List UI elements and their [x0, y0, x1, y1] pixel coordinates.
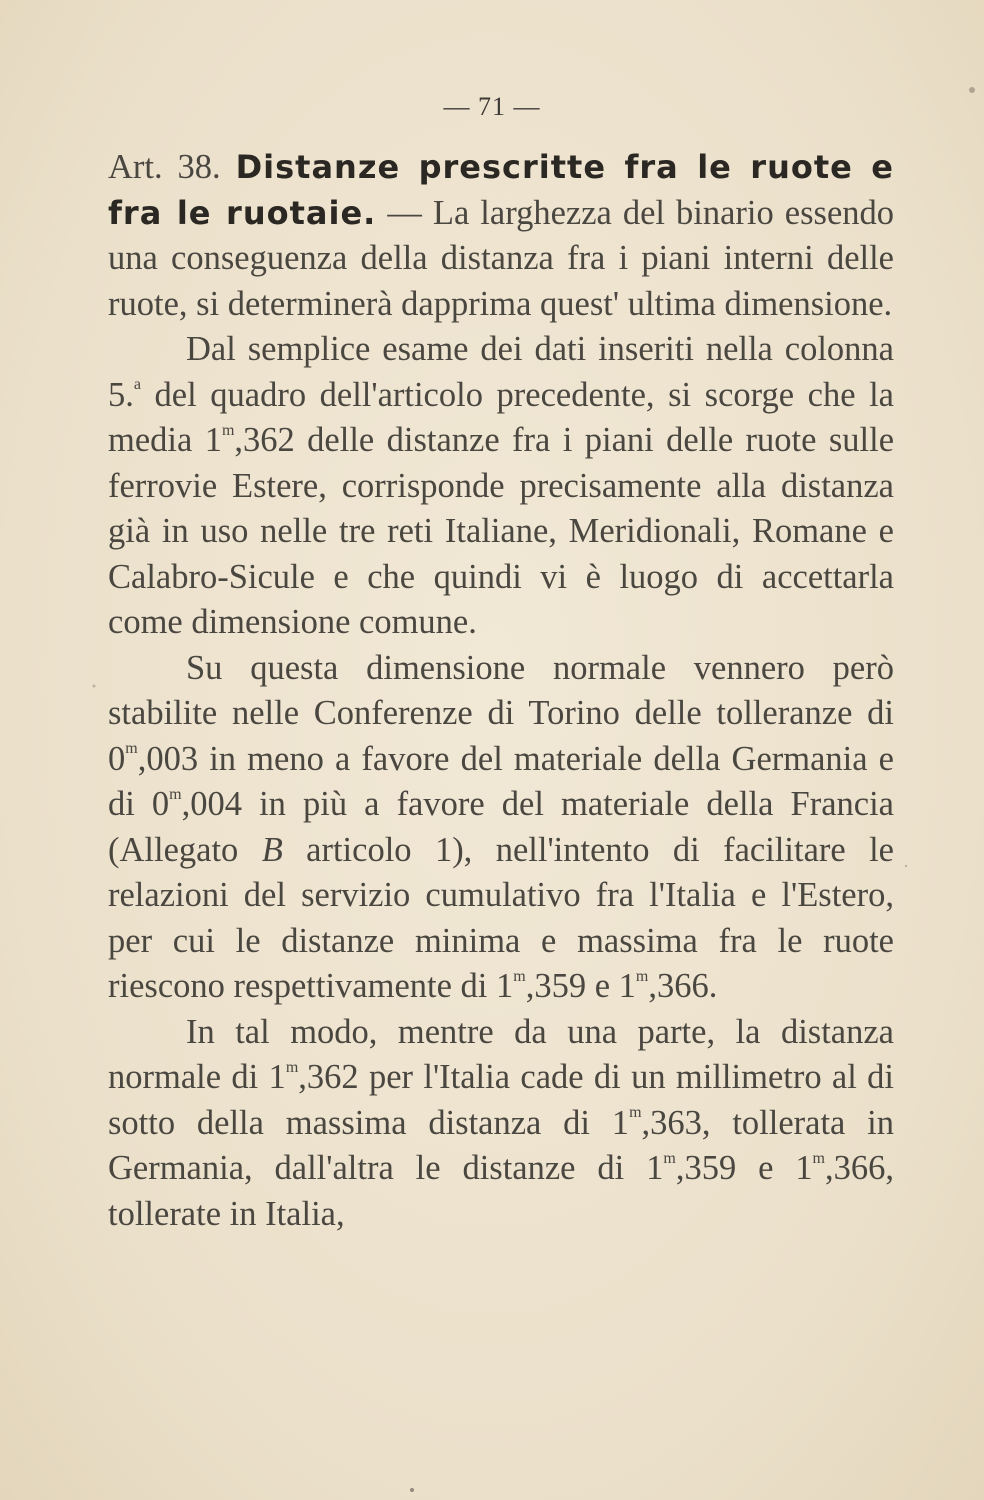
- text-run: Su questa dimensione normale vennero però stabilite nelle Conferenze di Torino delle tolleranze di 0: [108, 648, 894, 778]
- superscript: m: [635, 967, 649, 985]
- text-run: ,366, tollerate in Italia,: [108, 1149, 894, 1233]
- superscript: m: [629, 1104, 642, 1121]
- paragraph-art-38: [108, 145, 894, 327]
- superscript: a: [133, 376, 141, 393]
- page-number: — 71 —: [443, 92, 541, 121]
- text-run: ,359 e 1: [675, 1149, 813, 1187]
- paragraph-4: [108, 1010, 894, 1238]
- text-run: articolo 1), nell'intento di facilitare le relazioni del servizio cumulativo fra l'Italia e l'Estero, per cui le distanze minima e massima fra le ruote riescono respettivamente di 1: [108, 830, 894, 1005]
- text-body: [108, 145, 894, 1237]
- text-run: ,004 in più a favore del materiale della Francia (Allegato: [108, 785, 894, 869]
- text-run: ,003 in meno a favore del materiale della Germania e di 0: [108, 739, 894, 823]
- superscript: m: [125, 740, 138, 757]
- paragraph-3: [108, 646, 894, 1010]
- article-heading: Distanze prescritte fra le ruote e fra le ruotaie.: [108, 148, 894, 232]
- text-run: del quadro dell'articolo precedente, si scorge che la media 1: [108, 375, 894, 459]
- superscript: m: [221, 421, 235, 439]
- superscript: m: [513, 967, 526, 985]
- paragraph-text: — La larghezza del binario essendo una conseguenza della distanza fra i piani interni delle ruote, si determinerà dapprima quest' ultima dimensione.: [108, 193, 895, 323]
- text-run: ,366.: [648, 967, 718, 1005]
- article-label: Art. 38.: [108, 148, 236, 186]
- superscript: m: [169, 785, 182, 803]
- text-run: ,362 delle distanze fra i piani delle ruote sulle ferrovie Estere, corrisponde precisamente alla distanza già in uso nelle tre reti Italiane, Meridionali, Romane e Calabro-Sicule e che quindi vi è luogo di accettarla come dimensione comune.: [108, 421, 895, 641]
- text-run: In tal modo, mentre da una parte, la distanza normale di 1: [108, 1012, 894, 1096]
- text-run: Dal semplice esame dei dati inseriti nella colonna 5.: [108, 330, 894, 414]
- text-run: ,359 e 1: [525, 967, 636, 1005]
- superscript: m: [663, 1149, 676, 1167]
- text-run: ,363, tollerata in Germania, dall'altra le distanze di 1: [108, 1103, 894, 1187]
- italic-letter: B: [261, 830, 283, 869]
- superscript: m: [812, 1149, 825, 1167]
- text-run: ,362 per l'Italia cade di un millimetro al di sotto della massima distanza di 1: [108, 1058, 894, 1142]
- paragraph-2: [108, 327, 894, 646]
- superscript: m: [285, 1058, 299, 1076]
